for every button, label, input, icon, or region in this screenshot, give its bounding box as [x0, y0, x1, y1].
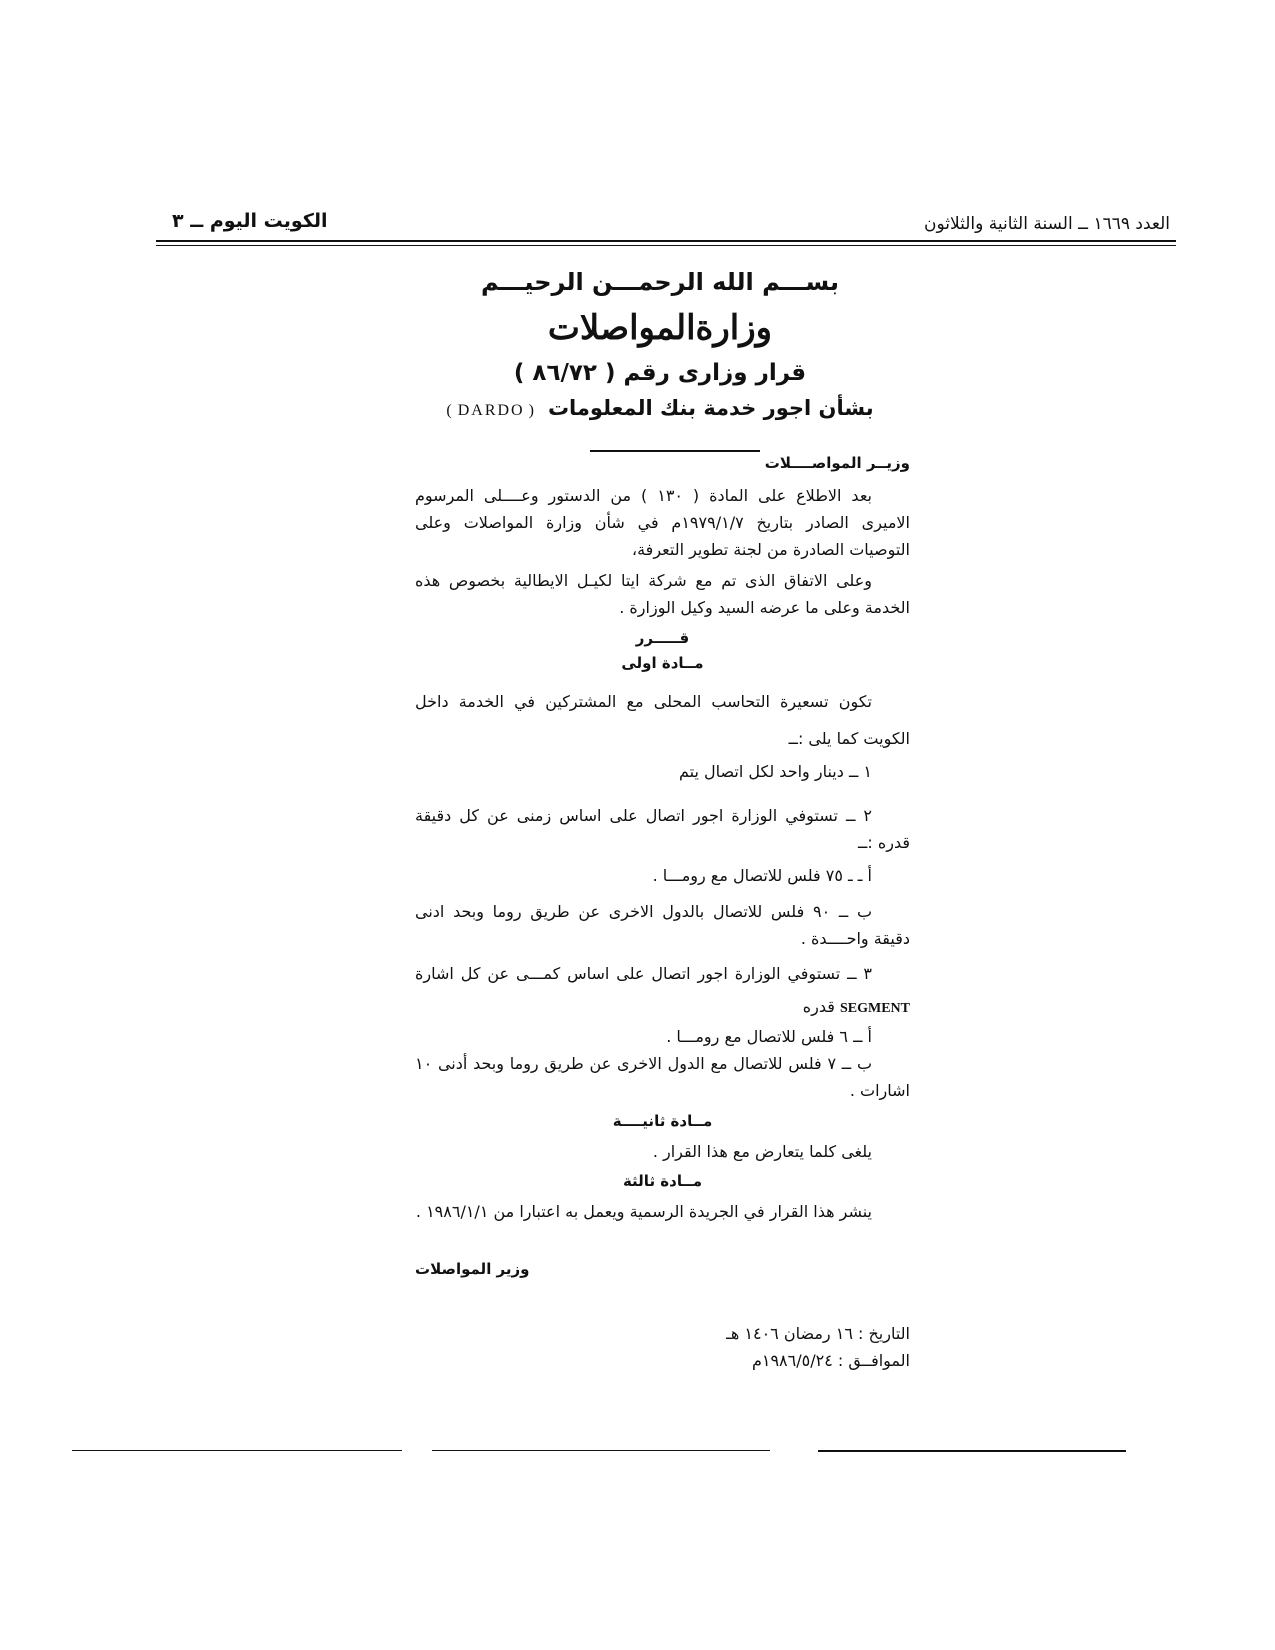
article-3-text: ينشر هذا القرار في الجريدة الرسمية ويعمل به اعتبارا من ١٩٨٦/١/١ . [415, 1202, 872, 1221]
footer-rule-right [818, 1450, 1126, 1452]
basmala: بســـم الله الرحمـــن الرحيـــم [481, 268, 839, 296]
decree-subject-text: بشأن اجور خدمة بنك المعلومات [547, 396, 874, 420]
item-2a: أ ـ ـ ٧٥ فلس للاتصال مع رومـــا . [652, 866, 872, 885]
item-1: ١ ــ دينار واحد لكل اتصال يتم [679, 762, 872, 781]
article-1-intro: تكون تسعيرة التحاسب المحلى مع المشتركين في الخدمة داخل الكويت كما يلى :ــ [415, 692, 910, 748]
item-3b: ب ــ ٧ فلس للاتصال مع الدول الاخرى عن طريق روما وبحد أدنى ١٠ اشارات . [415, 1054, 910, 1100]
gregorian-date: الموافــق : ١٩٨٦/٥/٢٤م [751, 1351, 910, 1370]
date-block [726, 1320, 910, 1374]
decree-body [415, 0, 910, 1650]
article-2-text: يلغى كلما يتعارض مع هذا القرار . [652, 1142, 872, 1161]
preamble-paragraph-1: بعد الاطلاع على المادة ( ١٣٠ ) من الدستور وعــــلى المرسوم الاميرى الصادر بتاريخ ١٩٧٩/١/٧م في شأن وزارة المواصلات وعلى التوصيات الصادرة من لجنة تطوير التعرفة، [415, 486, 910, 559]
header-page-label: الكويت اليوم ــ ٣ [172, 210, 328, 232]
decree-number: قرار وزارى رقم ( ٨٦/٧٢ ) [513, 360, 807, 386]
segment-term: SEGMENT [839, 1001, 910, 1016]
preamble-paragraph-2: وعلى الاتفاق الذى تم مع شركة ايتا لكيـل الايطالية بخصوص هذه الخدمة وعلى ما عرضه السيد وكيل الوزارة . [415, 571, 910, 617]
item-3a: أ ــ ٦ فلس للاتصال مع رومـــا . [666, 1027, 872, 1046]
article-3-heading: مــادة ثالثة [622, 1172, 703, 1190]
decides-heading: قـــــرر [635, 629, 690, 647]
header-issue-label: العدد ١٦٦٩ ــ السنة الثانية والثلاثون [923, 214, 1170, 234]
decree-subject-latin: ( DARDO ) [446, 402, 534, 419]
addressee: وزيــر المواصــــلات [764, 454, 910, 472]
signature: وزير المواصلات [415, 1260, 530, 1278]
article-2-heading: مــادة ثانيــــة [612, 1112, 713, 1130]
hijri-date: التاريخ : ١٦ رمضان ١٤٠٦ هـ [726, 1324, 910, 1343]
footer-rule-left [72, 1450, 402, 1451]
article-1-heading: مــادة اولى [621, 654, 704, 672]
item-3: ٣ ــ تستوفي الوزارة اجور اتصال على اساس كمـــى عن كل اشارة SEGMENT قدره [415, 964, 910, 1016]
item-2: ٢ ــ تستوفي الوزارة اجور اتصال على اساس زمنى عن كل دقيقة قدره :ــ [415, 806, 910, 852]
footer-rule-middle [432, 1450, 770, 1451]
item-2b: ب ــ ٩٠ فلس للاتصال بالدول الاخرى عن طريق روما وبحد ادنى دقيقة واحــــدة . [415, 902, 910, 948]
ministry-title: وزارةالمواصلات [547, 308, 773, 348]
